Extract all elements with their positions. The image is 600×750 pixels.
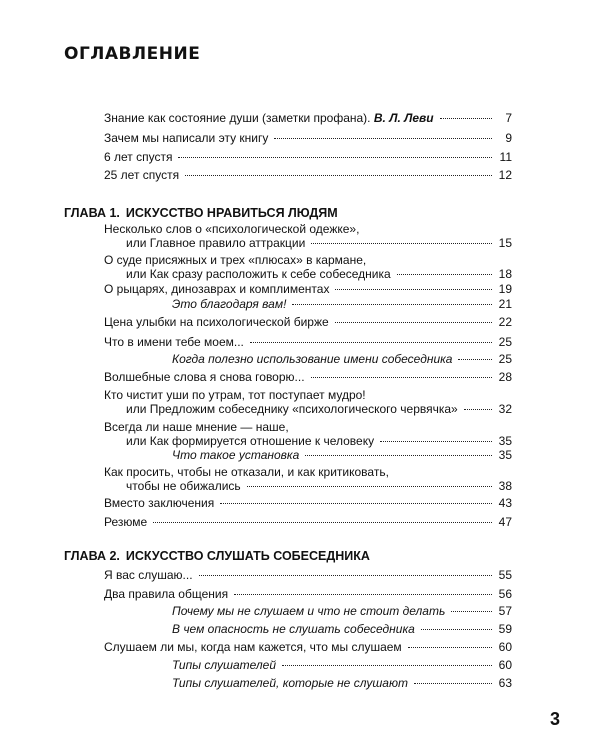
dot-leader (335, 322, 492, 323)
entry-title-line1: Несколько слов о «психологической одежке», (104, 222, 360, 236)
dot-leader (458, 359, 492, 360)
dot-leader (274, 138, 492, 139)
chapter-title: ИСКУССТВО НРАВИТЬСЯ ЛЮДЯМ (125, 206, 338, 220)
chapter-title: ИСКУССТВО СЛУШАТЬ СОБЕСЕДНИКА (125, 549, 370, 563)
page-ref: 60 (498, 658, 512, 672)
page-ref: 35 (498, 448, 512, 462)
dot-leader (199, 575, 492, 576)
page-ref: 12 (498, 168, 512, 182)
entry-title: Что такое установка (172, 448, 300, 462)
entry-title: Типы слушателей (172, 658, 277, 672)
entry-title: Почему мы не слушаем и что не стоит делать (172, 604, 446, 618)
toc-subentry (172, 658, 512, 672)
page-ref: 18 (498, 267, 512, 281)
entry-title: Вместо заключения (104, 496, 215, 510)
entry-title-line1: О суде присяжных и трех «плюсах» в кармане, (104, 253, 367, 267)
entry-title: Знание как состояние души (заметки профана). (104, 111, 371, 125)
toc-subentry (172, 448, 512, 462)
page-ref: 28 (498, 370, 512, 384)
page-ref: 25 (498, 335, 512, 349)
toc-entry (104, 388, 512, 416)
toc-entry (104, 515, 512, 529)
page-ref: 7 (505, 111, 512, 125)
toc-entry (104, 587, 512, 601)
dot-leader (380, 441, 492, 442)
toc-entry-levi (104, 111, 512, 125)
page-ref: 25 (498, 352, 512, 366)
page-ref: 43 (498, 496, 512, 510)
dot-leader (311, 243, 492, 244)
toc-heading: ОГЛАВЛЕНИЕ (64, 44, 201, 64)
dot-leader (178, 157, 492, 158)
entry-title: 25 лет спустя (104, 168, 180, 182)
dot-leader (153, 522, 492, 523)
toc-entry (104, 370, 512, 384)
dot-leader (247, 486, 492, 487)
page-ref: 59 (498, 622, 512, 636)
toc-entry (104, 150, 512, 164)
entry-title: Два правила общения (104, 587, 229, 601)
toc-entry (104, 131, 512, 145)
entry-title: Слушаем ли мы, когда нам кажется, что мы слушаем (104, 640, 402, 654)
entry-title: О рыцарях, динозаврах и комплиментах (104, 282, 330, 296)
page-ref: 35 (498, 434, 512, 448)
entry-title: Типы слушателей, которые не слушают (172, 676, 408, 690)
dot-leader (234, 594, 492, 595)
page-ref: 32 (498, 402, 512, 416)
toc-entry (104, 568, 512, 582)
dot-leader (311, 377, 492, 378)
dot-leader (397, 274, 492, 275)
toc-entry (104, 282, 512, 296)
toc-entry (104, 496, 512, 510)
page-ref: 19 (498, 282, 512, 296)
toc-entry (104, 168, 512, 182)
toc-entry (104, 222, 512, 250)
entry-title: Цена улыбки на психологической бирже (104, 315, 329, 329)
chapter-number: ГЛАВА 1. (64, 206, 120, 220)
page-ref: 38 (498, 479, 512, 493)
page-ref: 21 (498, 297, 512, 311)
dot-leader (421, 629, 492, 630)
page-ref: 55 (498, 568, 512, 582)
toc-subentry (172, 622, 512, 636)
entry-title: Волшебные слова я снова говорю... (104, 370, 305, 384)
dot-leader (464, 409, 492, 410)
toc-subentry (172, 352, 512, 366)
toc-entry (104, 465, 512, 493)
dot-leader (292, 304, 492, 305)
entry-title-line1: Кто чистит уши по утрам, тот поступает мудро! (104, 388, 366, 402)
page-ref: 57 (498, 604, 512, 618)
entry-title-line1: Всегда ли наше мнение — наше, (104, 420, 289, 434)
dot-leader (250, 342, 492, 343)
chapter-number: ГЛАВА 2. (64, 549, 120, 563)
entry-title: Когда полезно использование имени собеседника (172, 352, 453, 366)
entry-title: 6 лет спустя (104, 150, 173, 164)
entry-title: Зачем мы написали эту книгу (104, 131, 269, 145)
chapter-2-heading (64, 549, 370, 563)
toc-subentry (172, 676, 512, 690)
dot-leader (220, 503, 492, 504)
entry-title-line2: или Как сразу расположить к себе собеседника (126, 267, 391, 281)
page-number: 3 (549, 709, 560, 729)
toc-subentry (172, 604, 512, 618)
toc-entry (104, 640, 512, 654)
entry-title: Что в имени тебе моем... (104, 335, 244, 349)
toc-entry (104, 253, 512, 281)
toc-subentry (172, 297, 512, 311)
toc-entry (104, 420, 512, 448)
entry-title-line1: Как просить, чтобы не отказали, и как критиковать, (104, 465, 389, 479)
page-ref: 11 (499, 150, 512, 164)
page-ref: 47 (498, 515, 512, 529)
page-ref: 63 (498, 676, 512, 690)
dot-leader (414, 683, 492, 684)
entry-title-line2: чтобы не обижались (126, 479, 241, 493)
toc-entry (104, 315, 512, 329)
page-ref: 60 (498, 640, 512, 654)
dot-leader (305, 455, 492, 456)
dot-leader (185, 175, 492, 176)
entry-title: Это благодаря вам! (172, 297, 287, 311)
entry-title: Резюме (104, 515, 148, 529)
entry-title: Я вас слушаю... (104, 568, 193, 582)
dot-leader (282, 665, 492, 666)
entry-author: В. Л. Леви (373, 111, 434, 125)
entry-title-line2: или Предложим собеседнику «психологического червячка» (126, 402, 458, 416)
entry-title-line2: или Как формируется отношение к человеку (126, 434, 375, 448)
page-ref: 56 (498, 587, 512, 601)
page-ref: 15 (498, 236, 512, 250)
entry-title-line2: или Главное правило аттракции (126, 236, 306, 250)
chapter-1-heading (64, 206, 338, 220)
page-ref: 22 (498, 315, 512, 329)
page-ref: 9 (505, 131, 512, 145)
dot-leader (451, 611, 492, 612)
dot-leader (408, 647, 492, 648)
dot-leader (440, 118, 492, 119)
entry-title: В чем опасность не слушать собеседника (172, 622, 415, 636)
dot-leader (335, 289, 492, 290)
toc-entry (104, 335, 512, 349)
